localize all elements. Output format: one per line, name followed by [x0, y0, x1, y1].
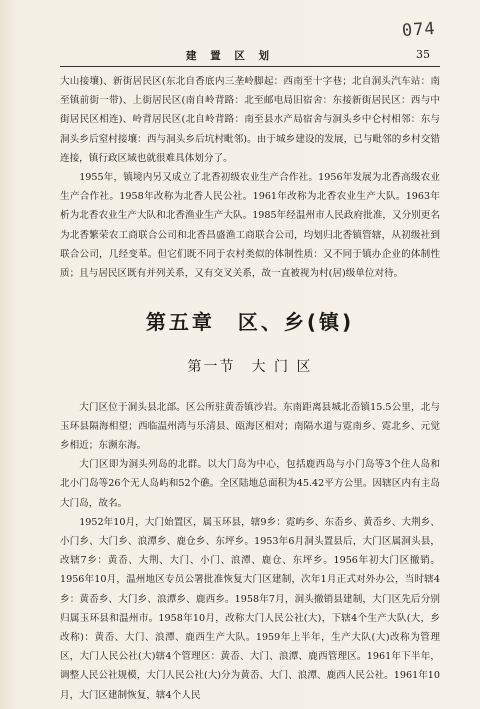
section-title: 第一节 大 门 区 — [187, 359, 313, 376]
paragraph-continued: 大山接壤)、新街居民区(东北自香底内三垄岭脚起：西南至十字巷；北自洞头汽车站：南至镇前街一带)、上街居民区(南自岭背路：北至邮电局旧宿舍：东接新街居民区：西与中街居民区相连)、岭背居民区(北自岭背路：南至县水产局宿舍与洞头乡中仑村相邻：东与洞头乡后窒村接壤：西与洞头乡后坑村毗邻)。由于城乡建设的发展，已与毗邻的乡村交错连接，镇行政区域也就很难具体划分了。 — [60, 76, 440, 164]
handwritten-page-stamp: 074 — [401, 18, 437, 42]
paragraph: 大门区位于洞头县北部。区公所驻黄岙镇沙岩。东南距离县城北岙镇15.5公里，北与玉环县隔海相望；西临温州湾与乐清县、瓯海区相对；南隔水道与霓南乡、霓北乡、元觉乡相近；东濒东海。 — [60, 401, 440, 452]
running-header — [60, 48, 440, 64]
page-number: 35 — [416, 48, 430, 61]
page-body — [60, 72, 440, 705]
header-rule — [60, 66, 440, 67]
paragraph: 1952年10月，大门始置区，属玉环县，辖9乡：霓屿乡、东岙乡、黄岙乡、大荆乡、小门乡、大门乡、浪潭乡、鹿仓乡、东坪乡。1953年6月洞头置县后，大门区属洞头县，改辖7乡：黄岙、大荆、大门、小门、浪潭、鹿仓、东坪乡。1956年初大门区撤销。1956年10月，温州地区专员公署批准恢复大门区建制，次年1月正式对外办公，当时辖4乡：黄岙乡、大门乡、浪潭乡、鹿西乡。1958年7月，洞头撤销县建制，大门区先后分别归属玉环县和温州市。1958年10月，改称大门人民公社(大)，下辖4个生产大队(大，乡改称)：黄岙、大门、浪潭、鹿西生产大队。1959年上半年，生产大队(大)改称为管理区，大门人民公社(大)辖4个管理区：黄岙、大门、浪潭、鹿西管理区。1961年下半年，调整人民公社规模，大门人民公社(大)分为黄岙、大门、浪潭、鹿西人民公社。1961年10月，大门区建制恢复，辖4个人民 — [60, 516, 440, 701]
paragraph: 大门区即为洞头列岛的北群。以大门岛为中心，包括鹿西岛与小门岛等3个住人岛和北小门岛等26个无人岛屿和52个礁。全区陆地总面积为45.42平方公里。因辖区内有主岛大门岛，故名。 — [60, 459, 440, 509]
chapter-title: 第五章 区、乡(镇) — [145, 310, 355, 335]
running-header-title: 建 置 区 划 — [186, 50, 274, 62]
paragraph: 1955年，镇境内另又成立了北香初级农业生产合作社。1956年发展为北香高级农业生产合作社。1958年改称为北香人民公社。1961年改称为北香农业生产大队。1963年析为北香农业生产大队和北香渔业生产大队。1985年经温州市人民政府批准，又分别更名为北香繁荣农工商联合公司和北香昌盛渔工商联合公司，均划归北香镇管辖，从初级社到联合公司，几经变革。但它们既不同于农村类似的体制性质：又不同于镇办企业的体制性质；且与居民区既有并列关系，又有交叉关系，故一直被视为村(居)级单位对待。 — [60, 172, 440, 280]
